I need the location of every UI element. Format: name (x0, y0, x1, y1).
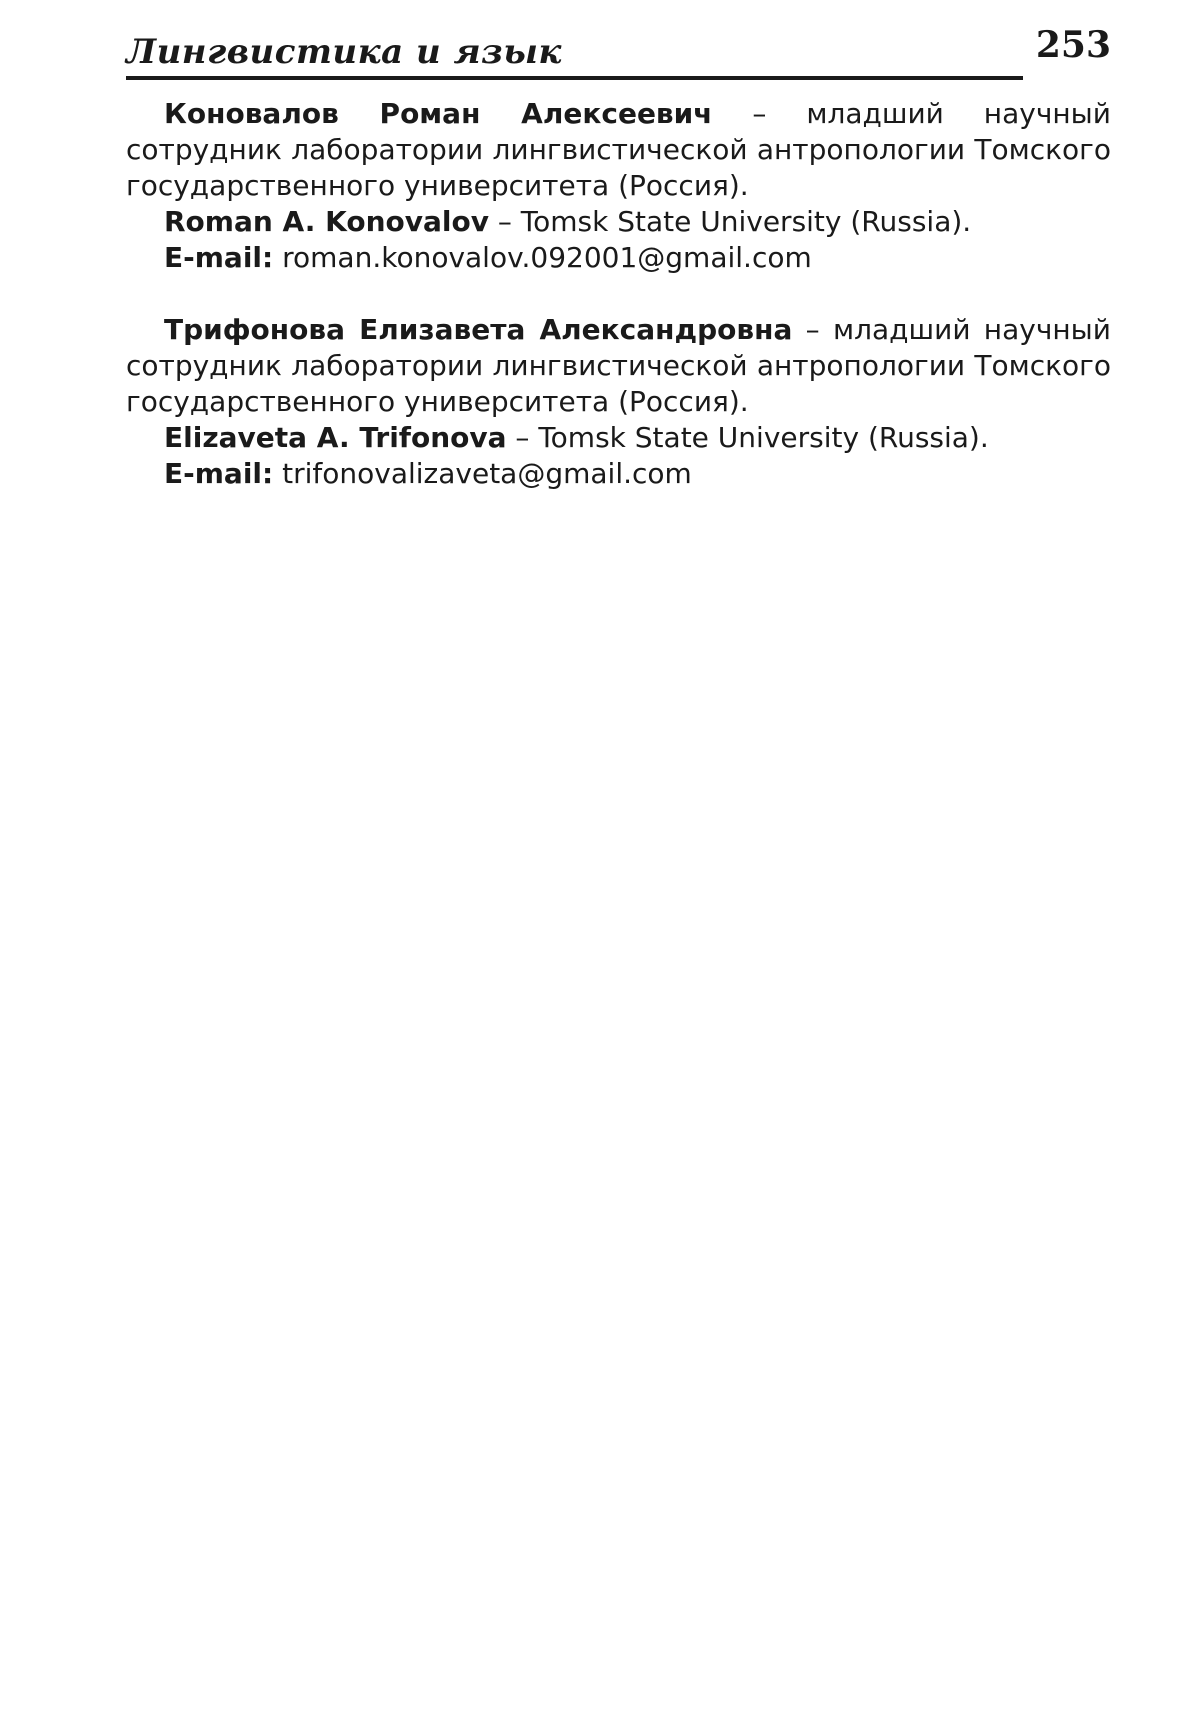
author-desc-ru: – младший научный сотрудник лаборатории лингвистической антропологии Томского государственного университета (Россия). (126, 313, 1111, 418)
author-bio-en (126, 420, 1111, 456)
header-rule (126, 76, 1023, 80)
email-label: E-mail: (164, 457, 274, 490)
page-header (126, 24, 1111, 82)
author-desc-ru: – младший научный сотрудник лаборатории лингвистической антропологии Томского государственного университета (Россия). (126, 97, 1111, 202)
author-name-ru: Трифонова Елизавета Александровна (164, 313, 793, 346)
running-title: Лингвистика и язык (126, 32, 562, 72)
author-bio-en (126, 204, 1111, 240)
block-separator (126, 276, 1111, 312)
author-bio-ru (126, 312, 1111, 420)
author-email-line (126, 240, 1111, 276)
author-email-line (126, 456, 1111, 492)
author-name-ru: Коновалов Роман Алексеевич (164, 97, 713, 130)
email-label: E-mail: (164, 241, 274, 274)
author-desc-en: – Tomsk State University (Russia). (506, 421, 989, 454)
author-name-en: Elizaveta A. Trifonova (164, 421, 507, 454)
author-email[interactable]: roman.konovalov.092001@gmail.com (273, 241, 812, 274)
author-block (126, 312, 1111, 492)
page-number: 253 (1035, 24, 1111, 66)
author-block (126, 96, 1111, 276)
author-info (126, 96, 1111, 492)
author-bio-ru (126, 96, 1111, 204)
author-email[interactable]: trifonovalizaveta@gmail.com (273, 457, 692, 490)
author-desc-en: – Tomsk State University (Russia). (488, 205, 972, 238)
author-name-en: Roman A. Konovalov (164, 205, 489, 238)
